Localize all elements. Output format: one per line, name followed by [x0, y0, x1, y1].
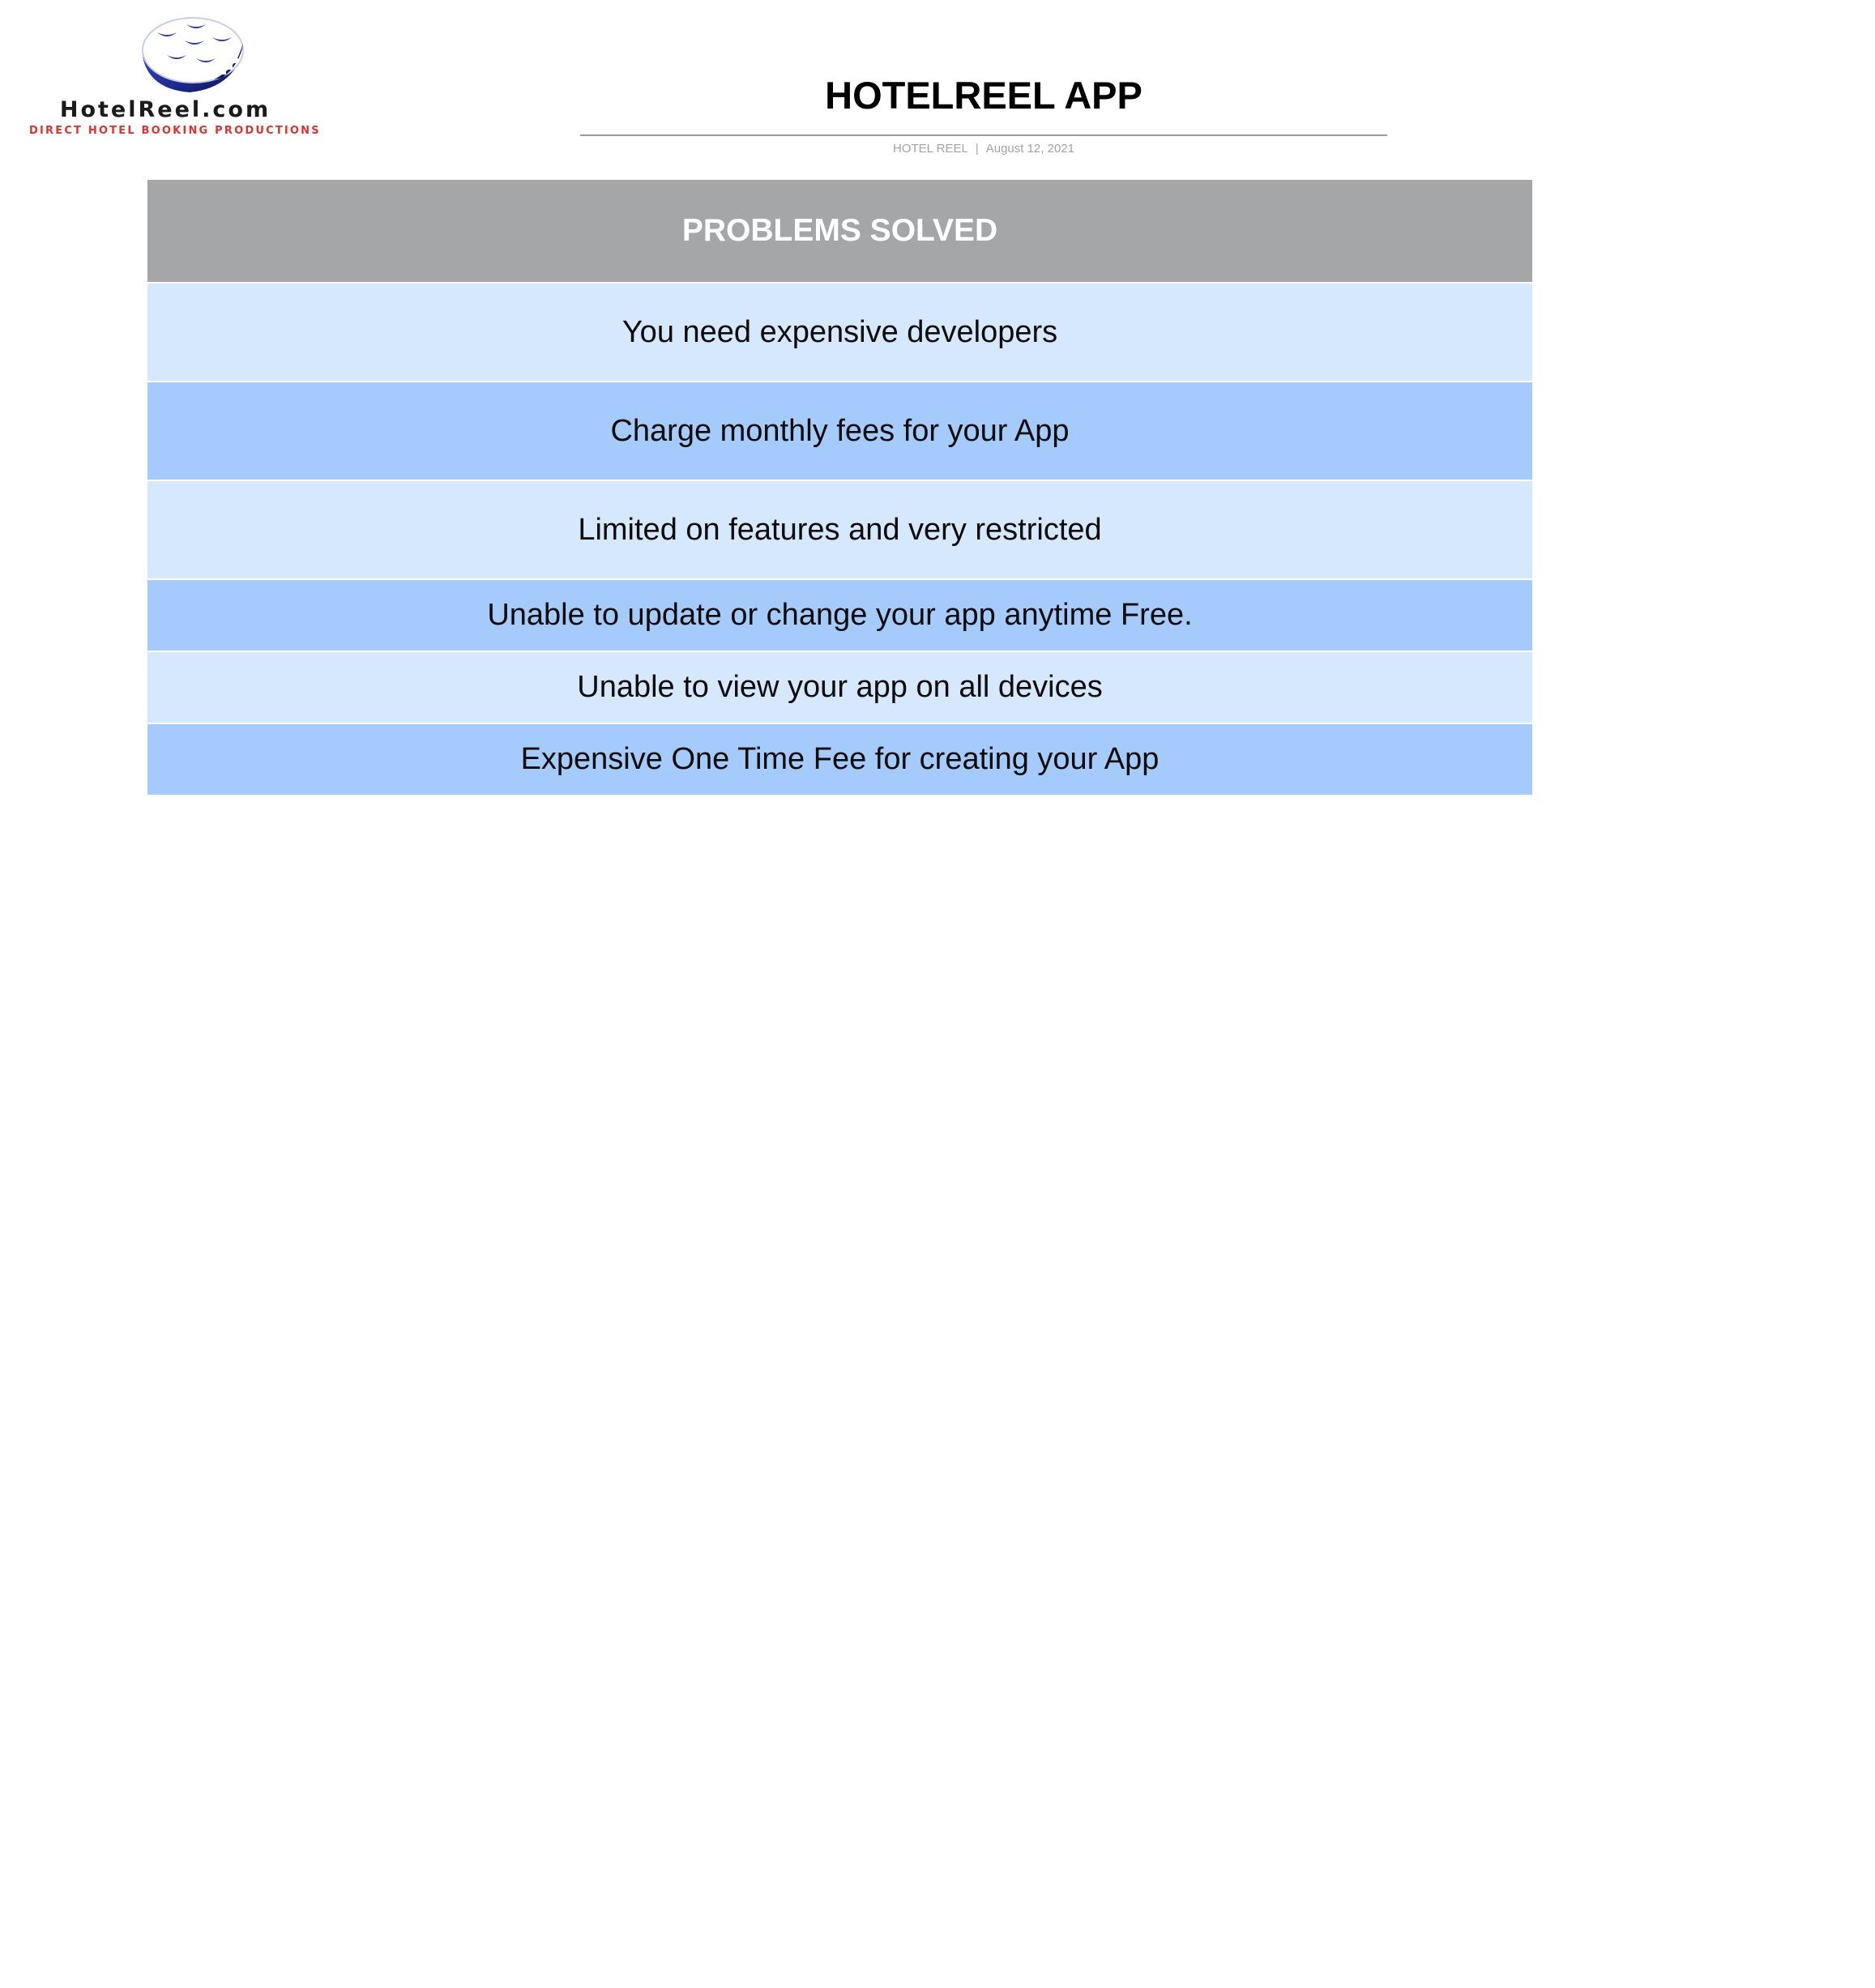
hotelreel-logo[interactable]: [29, 8, 321, 138]
table-row: Unable to update or change your app anytime Free.: [147, 580, 1532, 652]
table-heading: PROBLEMS SOLVED: [147, 180, 1532, 284]
logo-name: HotelReel.com: [59, 97, 271, 122]
post-date: August 12, 2021: [985, 142, 1074, 156]
author-link[interactable]: HOTEL REEL: [893, 142, 968, 156]
table-row: You need expensive developers: [147, 284, 1532, 382]
logo-tagline: DIRECT HOTEL BOOKING PRODUCTIONS: [29, 125, 321, 137]
title-divider: [580, 134, 1387, 136]
meta-separator: |: [975, 142, 979, 156]
table-row: Unable to view your app on all devices: [147, 652, 1532, 724]
table-row: Limited on features and very restricted: [147, 481, 1532, 580]
post-meta: [580, 141, 1387, 157]
page-title: HOTELREEL APP: [825, 74, 1143, 117]
problems-table: [147, 180, 1532, 796]
film-reel-icon: [100, 8, 246, 100]
table-row: Charge monthly fees for your App: [147, 382, 1532, 481]
table-row: Expensive One Time Fee for creating your App: [147, 724, 1532, 796]
